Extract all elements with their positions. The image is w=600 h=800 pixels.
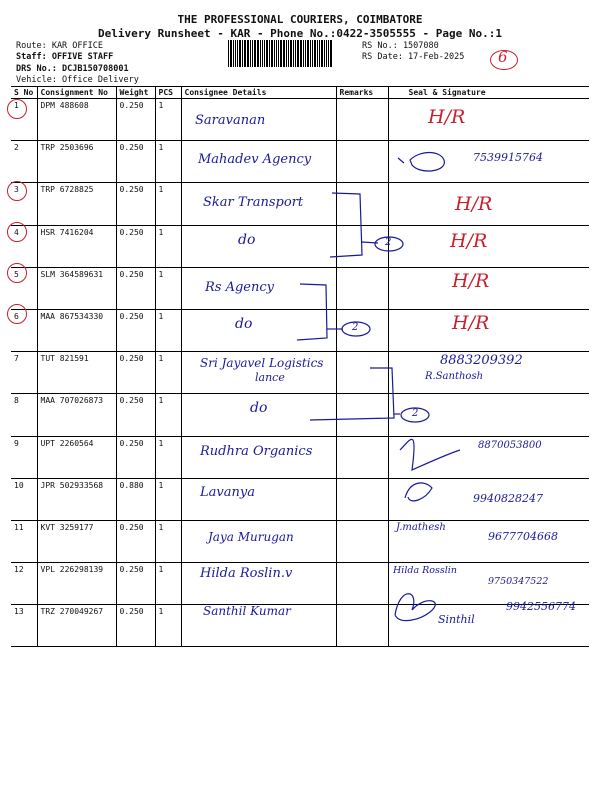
barcode-bar (312, 40, 313, 67)
barcode-bar (295, 40, 296, 67)
company-title: THE PROFESSIONAL COURIERS, COIMBATORE (177, 13, 423, 26)
consignee-name-line2: lance (255, 371, 285, 384)
signature-phone: 9750347522 (488, 576, 549, 587)
row-remarks (336, 520, 388, 562)
consignee-name: Rs Agency (205, 280, 274, 295)
row-pcs: 1 (155, 436, 181, 478)
bracket-count: 2 (412, 408, 419, 419)
row-consignment: JPR 502933568 (37, 478, 116, 520)
table-row (11, 309, 589, 351)
barcode-bar (307, 40, 309, 67)
signature-phone: 8870053800 (478, 440, 542, 451)
barcode-bar (228, 40, 229, 67)
rs-date: RS Date: 17-Feb-2025 (362, 52, 465, 62)
row-remarks (336, 225, 388, 267)
consignee-name: Sri Jayavel Logistics (200, 356, 324, 370)
barcode-bar (326, 40, 327, 67)
row-remarks (336, 563, 388, 605)
row-sno: 2 (11, 141, 37, 183)
table-row (11, 394, 589, 436)
row-pcs: 1 (155, 267, 181, 309)
consignee-name: Skar Transport (203, 195, 304, 210)
page-mark: 6 (498, 48, 508, 66)
col-sno: S No (11, 87, 37, 99)
row-remarks (336, 478, 388, 520)
row-remarks (336, 141, 388, 183)
signature-name: Hilda Rosslin (393, 565, 457, 576)
barcode-bar (324, 40, 325, 67)
barcode-bar (303, 40, 304, 67)
barcode-bar (254, 40, 256, 67)
row-weight: 0.250 (116, 520, 155, 562)
signature-name: Sinthil (438, 613, 475, 626)
row-sno: 9 (11, 436, 37, 478)
row-pcs: 1 (155, 99, 181, 141)
row-sno: 12 (11, 563, 37, 605)
row-remarks (336, 183, 388, 225)
col-weight: Weight (116, 87, 155, 99)
barcode (228, 40, 353, 67)
barcode-bar (264, 40, 265, 67)
sno-circle (7, 99, 27, 119)
col-remarks: Remarks (336, 87, 388, 99)
col-consignee: Consignee Details (181, 87, 336, 99)
row-consignment: KVT 3259177 (37, 520, 116, 562)
row-pcs: 1 (155, 141, 181, 183)
row-pcs: 1 (155, 352, 181, 394)
barcode-bar (305, 40, 306, 67)
barcode-bar (262, 40, 263, 67)
row-consignment: TRP 6728825 (37, 183, 116, 225)
row-remarks (336, 394, 388, 436)
row-consignment: SLM 364589631 (37, 267, 116, 309)
row-pcs: 1 (155, 605, 181, 647)
row-weight: 0.250 (116, 99, 155, 141)
barcode-bar (293, 40, 294, 67)
signature-hr: H/R (452, 312, 490, 334)
signature-name: R.Santhosh (425, 371, 484, 382)
barcode-bar (271, 40, 273, 67)
signature-name: J.mathesh (396, 522, 446, 533)
barcode-bar (321, 40, 323, 67)
row-remarks (336, 436, 388, 478)
barcode-bar (280, 40, 282, 67)
bracket-count: 2 (352, 322, 359, 333)
signature-hr: H/R (452, 270, 490, 292)
barcode-bar (269, 40, 270, 67)
row-sno: 11 (11, 520, 37, 562)
barcode-bar (276, 40, 277, 67)
row-weight: 0.250 (116, 436, 155, 478)
signature-phone: 9940828247 (473, 492, 543, 505)
row-remarks (336, 267, 388, 309)
row-consignment: MAA 867534330 (37, 309, 116, 351)
signature-hr: H/R (455, 193, 493, 215)
signature-phone: 8883209392 (440, 353, 523, 368)
consignee-name: Rudhra Organics (200, 444, 313, 459)
barcode-bar (314, 40, 316, 67)
row-remarks (336, 309, 388, 351)
consignee-name: Lavanya (200, 485, 255, 500)
barcode-bar (233, 40, 234, 67)
barcode-bar (310, 40, 311, 67)
barcode-bar (288, 40, 289, 67)
barcode-bar (242, 40, 243, 67)
sno-circle (7, 222, 27, 242)
row-sno: 13 (11, 605, 37, 647)
sno-circle (7, 181, 27, 201)
sno-circle (7, 304, 27, 324)
signature-phone: 9677704668 (488, 530, 558, 543)
row-pcs: 1 (155, 520, 181, 562)
consignee-name: Jaya Murugan (208, 530, 294, 544)
signature-phone: 7539915764 (473, 151, 543, 164)
row-remarks (336, 352, 388, 394)
consignee-name: do (235, 316, 253, 332)
row-weight: 0.250 (116, 183, 155, 225)
row-weight: 0.880 (116, 478, 155, 520)
signature-hr: H/R (450, 230, 488, 252)
consignee-name: do (250, 400, 268, 416)
row-remarks (336, 605, 388, 647)
table-header-row (11, 87, 589, 99)
consignee-name: Mahadev Agency (198, 152, 312, 167)
bracket-count: 2 (385, 237, 392, 248)
row-pcs: 1 (155, 225, 181, 267)
row-consignment: VPL 226298139 (37, 563, 116, 605)
barcode-bar (250, 40, 251, 67)
row-pcs: 1 (155, 183, 181, 225)
row-pcs: 1 (155, 309, 181, 351)
consignee-name: Hilda Roslin.v (200, 566, 293, 581)
barcode-bar (235, 40, 236, 67)
row-consignment: DPM 488608 (37, 99, 116, 141)
row-signature-cell (388, 225, 589, 267)
barcode-bar (328, 40, 329, 67)
consignee-name: do (238, 232, 256, 248)
route-label: Route: KAR OFFICE (16, 41, 103, 51)
row-sno: 7 (11, 352, 37, 394)
signature-hr: H/R (428, 106, 466, 128)
barcode-bar (300, 40, 302, 67)
barcode-bar (297, 40, 299, 67)
runsheet-subtitle: Delivery Runsheet - KAR - Phone No.:0422-3505555 - Page No.:1 (98, 27, 502, 40)
barcode-bar (239, 40, 241, 67)
barcode-bar (252, 40, 253, 67)
col-signature: Seal & Signature (388, 87, 589, 99)
barcode-bar (266, 40, 268, 67)
vehicle-label: Vehicle: Office Delivery (16, 75, 139, 85)
row-weight: 0.250 (116, 563, 155, 605)
barcode-bar (317, 40, 318, 67)
row-consignment: HSR 7416204 (37, 225, 116, 267)
row-sno: 10 (11, 478, 37, 520)
row-weight: 0.250 (116, 394, 155, 436)
drs-label: DRS No.: DCJB150708001 (16, 64, 129, 74)
row-consignment: UPT 2260564 (37, 436, 116, 478)
rs-number: RS No.: 1507080 (362, 41, 439, 51)
sno-circle (7, 263, 27, 283)
row-weight: 0.250 (116, 225, 155, 267)
barcode-bar (247, 40, 249, 67)
barcode-bar (330, 40, 332, 67)
col-consignment: Consignment No (37, 87, 116, 99)
row-consignee-cell (181, 225, 336, 267)
row-sno: 8 (11, 394, 37, 436)
barcode-bar (278, 40, 279, 67)
barcode-bar (260, 40, 261, 67)
col-pcs: PCS (155, 87, 181, 99)
row-pcs: 1 (155, 563, 181, 605)
signature-phone: 9942556774 (506, 600, 576, 613)
row-weight: 0.250 (116, 141, 155, 183)
row-signature-cell (388, 99, 589, 141)
barcode-bar (257, 40, 259, 67)
row-pcs: 1 (155, 478, 181, 520)
barcode-bar (290, 40, 292, 67)
row-sno: 6 (11, 309, 37, 351)
table-row (11, 99, 589, 141)
consignee-name: Saravanan (195, 113, 266, 128)
row-consignment: TRZ 270049267 (37, 605, 116, 647)
row-sno: 1 (11, 99, 37, 141)
row-weight: 0.250 (116, 309, 155, 351)
table-row (11, 267, 589, 309)
barcode-bar (283, 40, 285, 67)
row-consignment: MAA 707026873 (37, 394, 116, 436)
barcode-bar (230, 40, 232, 67)
table-row (11, 605, 589, 647)
table-row (11, 225, 589, 267)
row-sno: 5 (11, 267, 37, 309)
row-weight: 0.250 (116, 352, 155, 394)
barcode-bar (244, 40, 246, 67)
staff-label: Staff: OFFIVE STAFF (16, 52, 114, 62)
row-weight: 0.250 (116, 267, 155, 309)
barcode-bar (286, 40, 287, 67)
consignee-name: Santhil Kumar (203, 604, 291, 618)
row-remarks (336, 99, 388, 141)
barcode-bar (319, 40, 320, 67)
barcode-bar (274, 40, 275, 67)
row-sno: 4 (11, 225, 37, 267)
row-sno: 3 (11, 183, 37, 225)
barcode-bar (237, 40, 238, 67)
row-consignee-cell (181, 309, 336, 351)
row-consignment: TRP 2503696 (37, 141, 116, 183)
row-pcs: 1 (155, 394, 181, 436)
row-consignment: TUT 821591 (37, 352, 116, 394)
row-weight: 0.250 (116, 605, 155, 647)
